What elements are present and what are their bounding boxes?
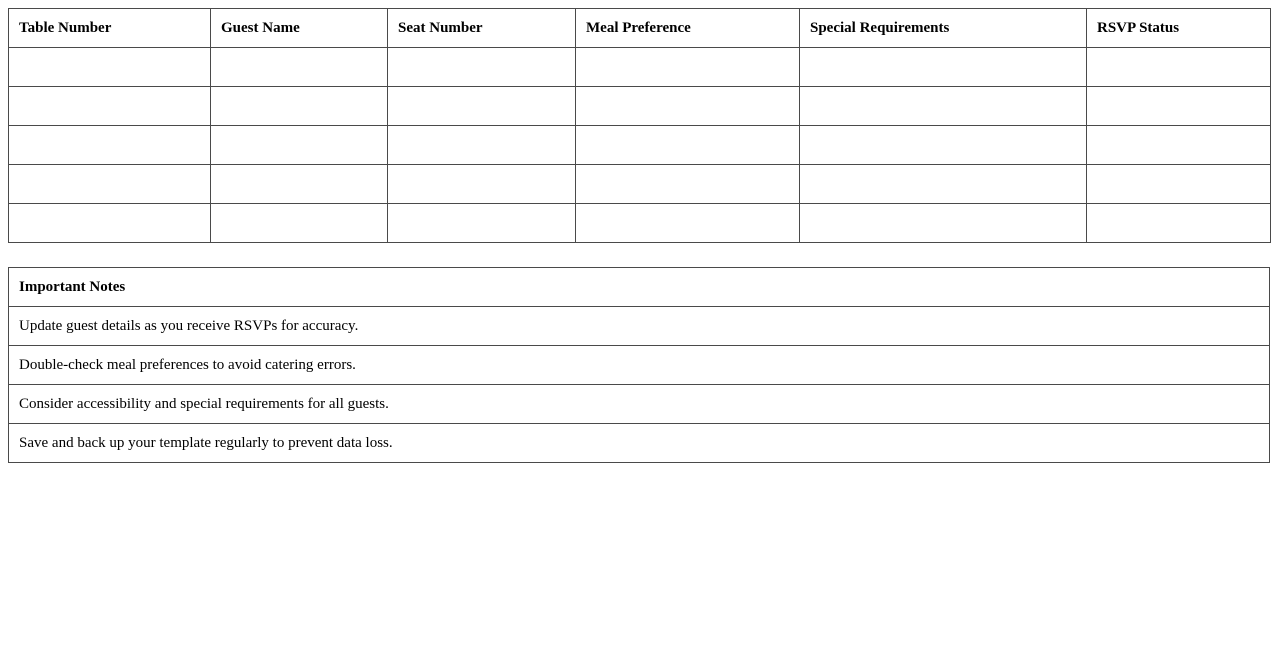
- cell-rsvp-status[interactable]: [1087, 87, 1271, 126]
- cell-meal-preference[interactable]: [576, 126, 800, 165]
- header-table-number: Table Number: [9, 9, 211, 48]
- table-row: [9, 48, 1271, 87]
- seating-table: [8, 8, 1271, 243]
- cell-rsvp-status[interactable]: [1087, 48, 1271, 87]
- cell-seat-number[interactable]: [388, 165, 576, 204]
- cell-guest-name[interactable]: [211, 204, 388, 243]
- header-guest-name: Guest Name: [211, 9, 388, 48]
- note-item: Save and back up your template regularly to prevent data loss.: [9, 424, 1270, 463]
- cell-seat-number[interactable]: [388, 48, 576, 87]
- cell-rsvp-status[interactable]: [1087, 204, 1271, 243]
- cell-rsvp-status[interactable]: [1087, 165, 1271, 204]
- note-row: [9, 385, 1270, 424]
- note-item: Consider accessibility and special requirements for all guests.: [9, 385, 1270, 424]
- note-row: [9, 346, 1270, 385]
- cell-special-requirements[interactable]: [800, 126, 1087, 165]
- cell-rsvp-status[interactable]: [1087, 126, 1271, 165]
- cell-special-requirements[interactable]: [800, 87, 1087, 126]
- cell-table-number[interactable]: [9, 87, 211, 126]
- cell-guest-name[interactable]: [211, 126, 388, 165]
- cell-seat-number[interactable]: [388, 87, 576, 126]
- cell-special-requirements[interactable]: [800, 204, 1087, 243]
- cell-table-number[interactable]: [9, 48, 211, 87]
- cell-guest-name[interactable]: [211, 87, 388, 126]
- cell-seat-number[interactable]: [388, 126, 576, 165]
- cell-guest-name[interactable]: [211, 165, 388, 204]
- cell-special-requirements[interactable]: [800, 48, 1087, 87]
- notes-title: Important Notes: [9, 268, 1270, 307]
- header-meal-preference: Meal Preference: [576, 9, 800, 48]
- table-row: [9, 165, 1271, 204]
- cell-seat-number[interactable]: [388, 204, 576, 243]
- cell-meal-preference[interactable]: [576, 204, 800, 243]
- note-item: Update guest details as you receive RSVPs for accuracy.: [9, 307, 1270, 346]
- cell-table-number[interactable]: [9, 165, 211, 204]
- table-header-row: [9, 9, 1271, 48]
- note-item: Double-check meal preferences to avoid catering errors.: [9, 346, 1270, 385]
- cell-meal-preference[interactable]: [576, 165, 800, 204]
- header-rsvp-status: RSVP Status: [1087, 9, 1271, 48]
- note-row: [9, 307, 1270, 346]
- header-special-requirements: Special Requirements: [800, 9, 1087, 48]
- notes-table: [8, 267, 1270, 463]
- table-row: [9, 87, 1271, 126]
- notes-header-row: [9, 268, 1270, 307]
- cell-guest-name[interactable]: [211, 48, 388, 87]
- cell-special-requirements[interactable]: [800, 165, 1087, 204]
- cell-table-number[interactable]: [9, 126, 211, 165]
- table-row: [9, 204, 1271, 243]
- note-row: [9, 424, 1270, 463]
- cell-meal-preference[interactable]: [576, 48, 800, 87]
- cell-table-number[interactable]: [9, 204, 211, 243]
- cell-meal-preference[interactable]: [576, 87, 800, 126]
- table-row: [9, 126, 1271, 165]
- header-seat-number: Seat Number: [388, 9, 576, 48]
